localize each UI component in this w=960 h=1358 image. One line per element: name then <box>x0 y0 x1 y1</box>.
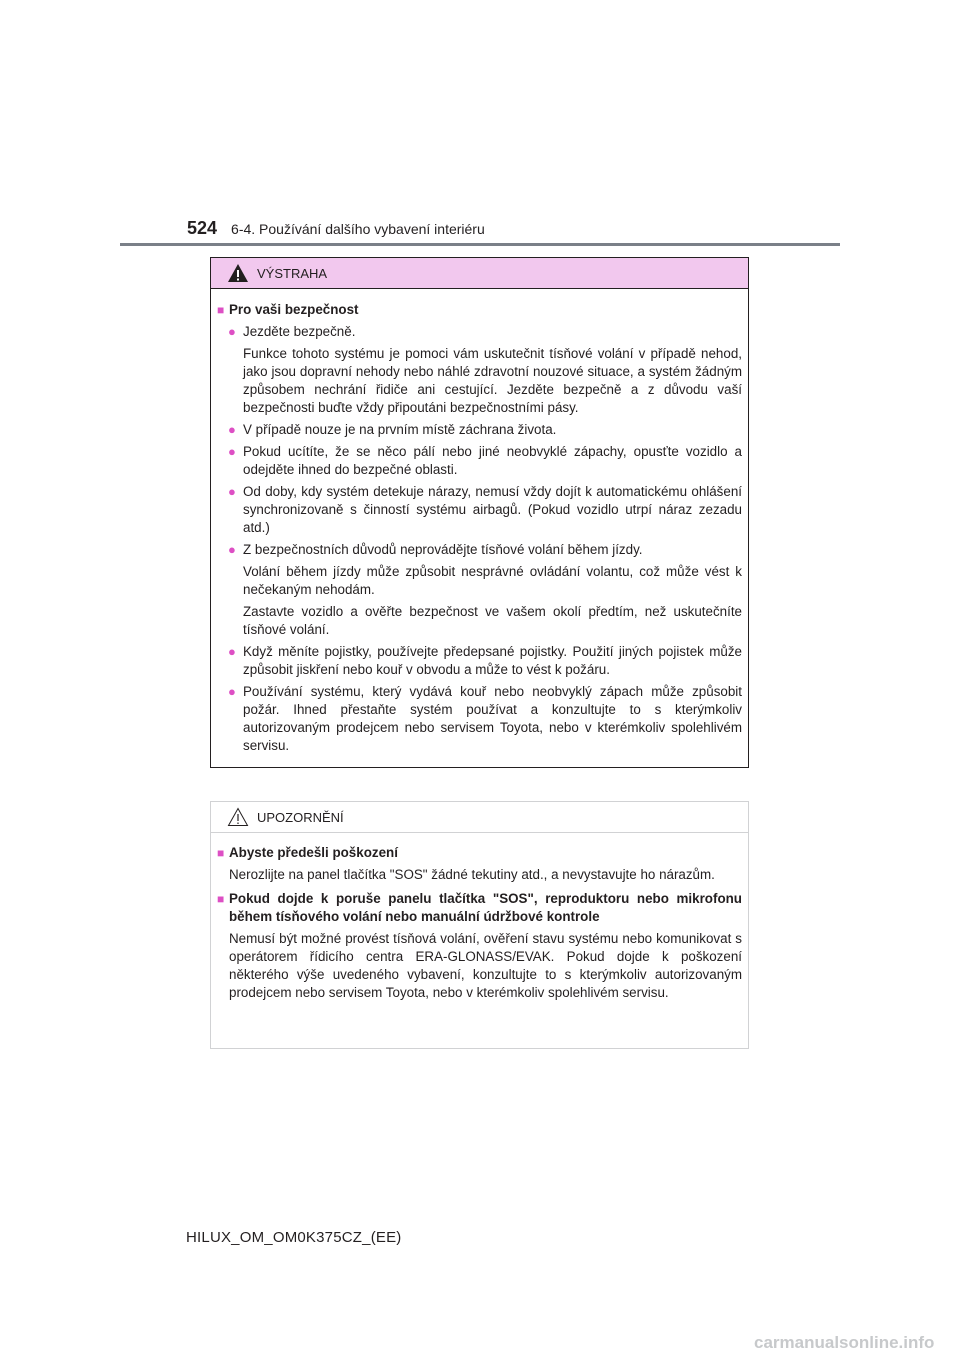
warning-item <box>228 683 742 755</box>
warning-item-text: V případě nouze je na prvním místě záchrana života. <box>243 422 557 437</box>
caution-paragraph: Nemusí být možné provést tísňová volání, ověření stavu systému nebo komunikovat s operátorem řídicího centra ERA-GLONASS/EVAK. Pokud dojde k poškození některého výše uvedeného vybavení, konzultujte to s kterýmkoliv autorizovaným prodejcem nebo servisem Toyota, nebo v kterémkoliv spolehlivém servisu. <box>229 931 742 1000</box>
caution-heading <box>217 844 742 862</box>
warning-item-text: Od doby, kdy systém detekuje nárazy, nemusí vždy dojít k automatickému ohlášení synchronizovaně s činností systému airbagů. (Pokud vozidlo utrpí náraz zezadu atd.) <box>243 484 742 535</box>
warning-item <box>228 421 742 439</box>
document-code: HILUX_OM_OM0K375CZ_(EE) <box>186 1229 402 1246</box>
square-bullet-icon: ■ <box>217 846 225 860</box>
warning-item <box>228 643 742 679</box>
page-number: 524 <box>187 218 218 238</box>
header-rule <box>120 243 840 246</box>
warning-title: VÝSTRAHA <box>257 265 328 281</box>
warning-heading-text: Pro vaši bezpečnost <box>229 302 359 317</box>
warning-item <box>228 323 742 341</box>
section-title: 6-4. Používání dalšího vybavení interiéru <box>231 221 485 237</box>
warning-item-paragraph: Funkce tohoto systému je pomoci vám uskutečnit tísňové volání v případě nehod, jako jsou dopravní nehody nebo náhlé zdravotní nouzové situace, a systém žádným způsobem nechrání řidiče ani cestující. Jezděte bezpečně a z důvodu vaší bezpečnosti buďte vždy připoutáni bezpečnostními pásy. <box>243 346 742 415</box>
caution-title: UPOZORNĚNÍ <box>257 809 344 825</box>
warning-item <box>228 541 742 559</box>
caution-heading <box>217 890 742 926</box>
warning-item-paragraph: Zastavte vozidlo a ověřte bezpečnost ve vašem okolí předtím, než uskutečníte tísňové volání. <box>243 604 742 637</box>
warning-item-text: Pokud ucítíte, že se něco pálí nebo jiné neobvyklé zápachy, opusťte vozidlo a odejděte ihned do bezpečné oblasti. <box>243 444 742 477</box>
warning-heading <box>217 301 742 319</box>
warning-item-text: Jezděte bezpečně. <box>243 324 356 339</box>
circle-bullet-icon: ● <box>228 324 236 339</box>
caution-header <box>211 802 748 833</box>
circle-bullet-icon: ● <box>228 484 236 499</box>
caution-heading-text: Abyste předešli poškození <box>229 845 398 860</box>
caution-body <box>211 833 748 1014</box>
circle-bullet-icon: ● <box>228 422 236 437</box>
circle-bullet-icon: ● <box>228 644 236 659</box>
warning-header <box>211 258 748 289</box>
square-bullet-icon: ■ <box>217 892 225 906</box>
circle-bullet-icon: ● <box>228 542 236 557</box>
warning-body <box>211 289 748 767</box>
caution-heading-text: Pokud dojde k poruše panelu tlačítka "SOS", reproduktoru nebo mikrofonu během tísňového volání nebo manuální údržbové kontrole <box>229 891 742 924</box>
warning-item-text: Z bezpečnostních důvodů neprovádějte tísňové volání během jízdy. <box>243 542 643 557</box>
circle-bullet-icon: ● <box>228 444 236 459</box>
caution-triangle-icon <box>227 807 249 827</box>
warning-item-paragraph: Volání během jízdy může způsobit nesprávné ovládání volantu, což může vést k nečekaným nehodám. <box>243 564 742 597</box>
warning-item <box>228 483 742 537</box>
warning-triangle-icon <box>227 263 249 283</box>
warning-box <box>210 257 749 768</box>
warning-item-text: Používání systému, který vydává kouř nebo neobvyklý zápach může způsobit požár. Ihned přestaňte systém používat a konzultujte to s kterýmkoliv autorizovaným prodejcem nebo servisem Toyota, nebo v kterémkoliv spolehlivém servisu. <box>243 684 742 753</box>
square-bullet-icon: ■ <box>217 303 225 317</box>
caution-box <box>210 801 749 1049</box>
warning-item-text: Když měníte pojistky, používejte předepsané pojistky. Použití jiných pojistek může způsobit jiskření nebo kouř v obvodu a může to vést k požáru. <box>243 644 742 677</box>
circle-bullet-icon: ● <box>228 684 236 699</box>
watermark: carmanualsonline.info <box>754 1333 935 1352</box>
caution-paragraph: Nerozlijte na panel tlačítka "SOS" žádné tekutiny atd., a nevystavujte ho nárazům. <box>229 867 715 882</box>
page-header <box>187 218 485 239</box>
warning-item <box>228 443 742 479</box>
